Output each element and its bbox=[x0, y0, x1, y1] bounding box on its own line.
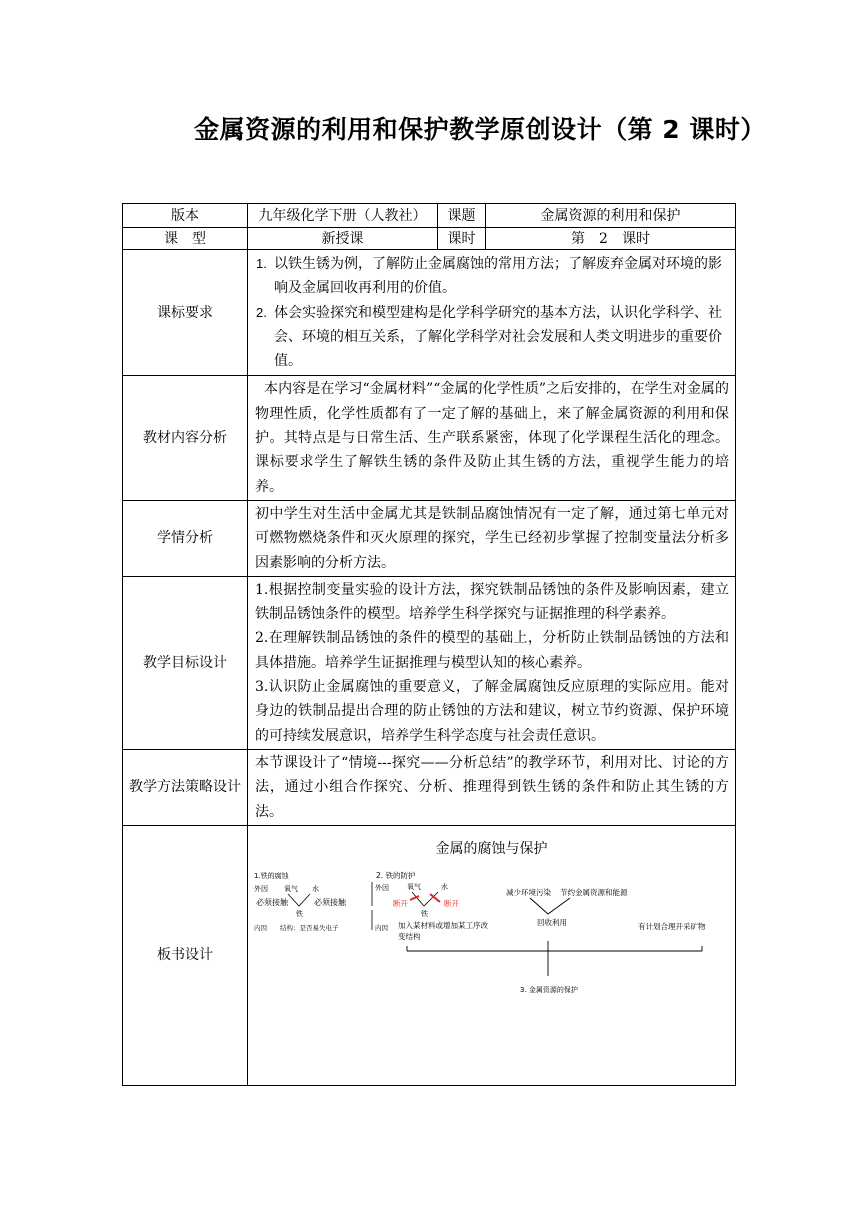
board-p3-save: 节约金属资源和能源 bbox=[560, 887, 628, 897]
edition-value: 九年级化学下册（人教社） bbox=[248, 204, 438, 228]
board-p2-v bbox=[412, 892, 438, 906]
goal-item: 1.根据控制变量实验的设计方法，探究铁制品锈蚀的条件及影响因素，建立铁制品锈蚀条件的模型。培养学生科学探究与证据推理的科学素养。 bbox=[255, 581, 729, 623]
board-p2-heading: 2. 铁的防护 bbox=[376, 870, 416, 880]
board-p3-recycle: 回收利用 bbox=[537, 917, 567, 927]
students-text: 初中学生对生活中金属尤其是铁制品腐蚀情况有一定了解，通过第七单元对可燃物燃烧条件和灭火原理的探究，学生已经初步掌握了控制变量法分析多因素影响的分析方法。 bbox=[248, 500, 736, 576]
standard-item: 1. 以铁生锈为例，了解防止金属腐蚀的常用方法；了解废弃金属对环境的影响及金属回收再利用的价值。 bbox=[256, 256, 722, 297]
content-analysis-text: 本内容是在学习“金属材料”“金属的化学性质”之后安排的，在学生对金属的物理性质，化学性质都有了一定了解的基础上，来了解金属资源的利用和保护。其特点是与日常生活、生产联系紧密，体现了化学课程生活化的理念。 课标要求学生了解铁生锈的条件及防止其生锈的方法，重视学生能力的培养。 bbox=[248, 376, 736, 500]
board-p2-inner: 内因 bbox=[375, 923, 388, 932]
type-value: 新授课 bbox=[248, 228, 438, 250]
period-value: 第 2 课时 bbox=[486, 228, 736, 250]
goal-item: 3.认识防止金属腐蚀的重要意义，了解金属腐蚀反应原理的实际应用。能对身边的铁制品提出合理的防止锈蚀的方法和建议，树立节约资源、保护环境的可持续发展意识，培养学生科学态度与社会责任意识。 bbox=[255, 679, 729, 744]
board-p2-method-line2: 变结构 bbox=[398, 931, 421, 941]
content-analysis-row bbox=[123, 376, 736, 500]
board-p1-v bbox=[288, 894, 310, 906]
board-p1-must-left: 必须接触 bbox=[256, 897, 288, 907]
goals-label: 教学目标设计 bbox=[123, 576, 248, 749]
goal-item: 2.在理解铁制品锈蚀的条件的模型的基础上，分析防止铁制品锈蚀的方法和具体措施。培养学生证据推理与模型认知的核心素养。 bbox=[255, 630, 729, 671]
board-p1-heading: 1.铁的腐蚀 bbox=[254, 871, 289, 880]
page-title: 金属资源的利用和保护教学原创设计（第 2 课时） bbox=[194, 115, 766, 144]
methods-text: 本节课设计了“情境---探究——分析总结”的教学环节，利用对比、讨论的方法，通过小组合作探究、分析、推理得到铁生锈的条件和防止其生锈的方法。 bbox=[248, 749, 736, 825]
board-p2-iron: 铁 bbox=[421, 909, 428, 918]
board-p2-cut-left: 断开 bbox=[393, 898, 408, 908]
board-p3-plan: 有计划合理开采矿物 bbox=[638, 921, 706, 931]
board-p2-water: 水 bbox=[441, 882, 448, 891]
methods-row bbox=[123, 749, 736, 825]
content-analysis-label: 教材内容分析 bbox=[123, 376, 248, 500]
board-design bbox=[248, 825, 736, 1085]
board-p1-oxygen: 氧气 bbox=[284, 884, 298, 893]
type-row bbox=[123, 228, 736, 250]
lesson-plan-table bbox=[122, 203, 736, 1086]
board-p2-outer: 外因 bbox=[375, 883, 389, 892]
board-p2-cut-right: 断开 bbox=[444, 898, 459, 908]
period-label: 课时 bbox=[438, 228, 486, 250]
standards-label: 课标要求 bbox=[123, 250, 248, 376]
board-p2-oxygen: 氧气 bbox=[407, 882, 421, 891]
edition-label: 版本 bbox=[123, 204, 248, 228]
goals-content bbox=[248, 576, 736, 749]
board-p1-must-right: 必须接触 bbox=[314, 897, 346, 907]
topic-value: 金属资源的利用和保护 bbox=[486, 204, 736, 228]
board-p3-reduce: 减少环境污染 bbox=[506, 887, 551, 897]
board-p3-heading: 3. 金属资源的保护 bbox=[520, 985, 578, 994]
board-row bbox=[123, 825, 736, 1085]
board-p3-v bbox=[530, 898, 570, 914]
board-p2-method-line1: 加入某材料或增加某工序改 bbox=[398, 920, 488, 930]
topic-label: 课题 bbox=[438, 204, 486, 228]
board-p1-outer: 外因 bbox=[254, 884, 268, 893]
students-row bbox=[123, 500, 736, 576]
goals-row bbox=[123, 576, 736, 749]
type-label: 课 型 bbox=[123, 228, 248, 250]
methods-label: 教学方法策略设计 bbox=[123, 749, 248, 825]
students-label: 学情分析 bbox=[123, 500, 248, 576]
board-p1-inner: 内因 bbox=[254, 923, 267, 932]
board-p1-structure: 结构：是否易失电子 bbox=[280, 923, 339, 932]
edition-row bbox=[123, 204, 736, 228]
standards-row bbox=[123, 250, 736, 376]
standards-content bbox=[248, 250, 736, 376]
board-p1-iron: 铁 bbox=[296, 909, 303, 918]
standard-item: 2. 体会实验探究和模型建构是化学科学研究的基本方法，认识化学科学、社会、环境的相互关系，了解化学科学对社会发展和人类文明进步的重要价值。 bbox=[256, 304, 722, 370]
board-diagram bbox=[248, 826, 736, 1084]
board-p1-water: 水 bbox=[312, 884, 319, 893]
board-label: 板书设计 bbox=[123, 825, 248, 1085]
board-title: 金属的腐蚀与保护 bbox=[435, 840, 548, 857]
